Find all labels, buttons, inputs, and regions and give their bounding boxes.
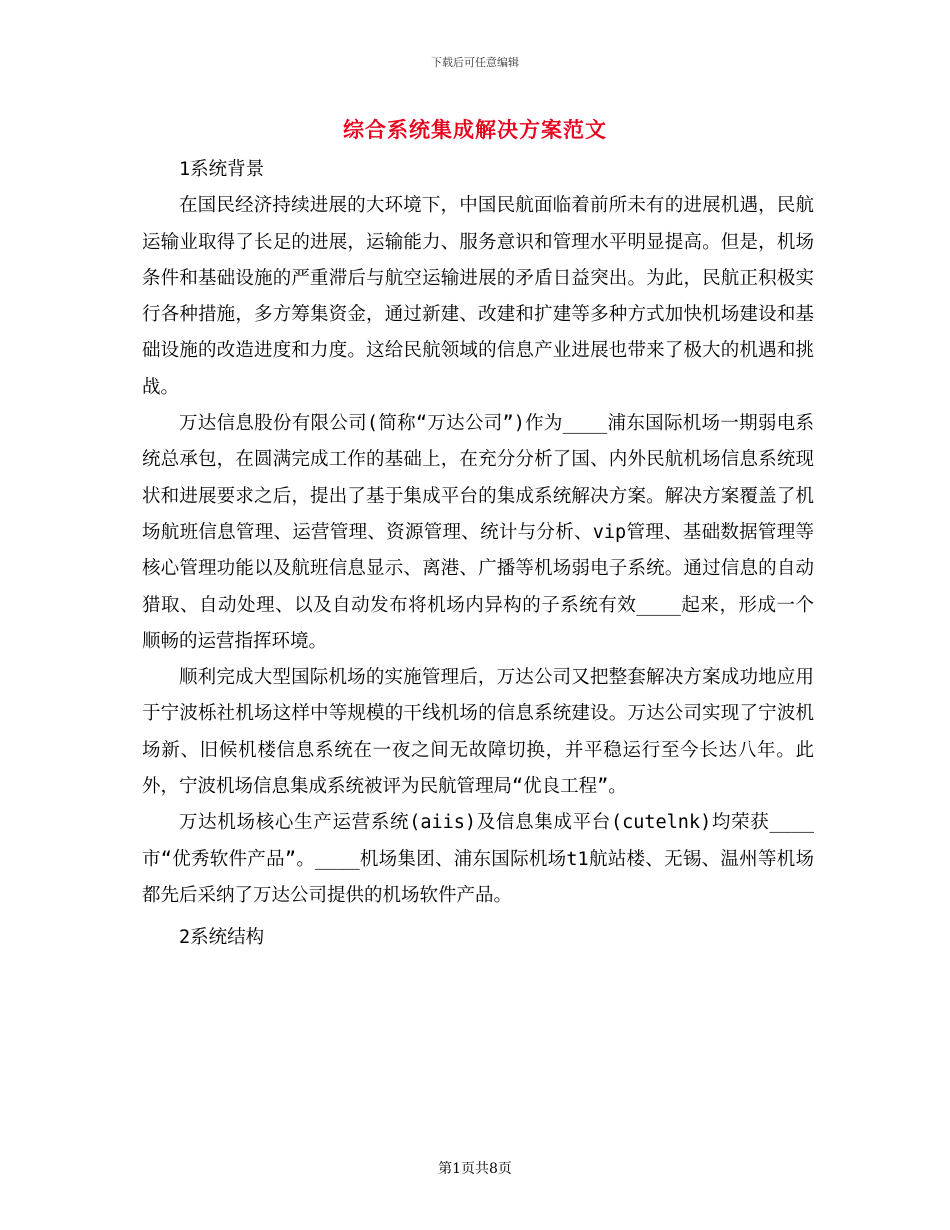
paragraph-3: 顺利完成大型国际机场的实施管理后，万达公司又把整套解决方案成功地应用于宁波栎社机场这样中等规模的干线机场的信息系统建设。万达公司实现了宁波机场新、旧候机楼信息系统在一夜之间无故障切换，并平稳运行至今长达八年。此外，宁波机场信息集成系统被评为民航管理局“优良工程”。 <box>142 667 814 798</box>
section-heading-2: 2系统结构 <box>179 927 265 949</box>
paragraph-4: 万达机场核心生产运营系统(aiis)及信息集成平台(cutelnk)均荣获____市“优秀软件产品”。____机场集团、浦东国际机场t1航站楼、无锡、温州等机场都先后采纳了万达公司提供的机场软件产品。 <box>142 812 814 906</box>
header-note: 下载后可任意编辑 <box>431 56 519 69</box>
paragraph-2: 万达信息股份有限公司(简称“万达公司”)作为____浦东国际机场一期弱电系统总承包，在圆满完成工作的基础上，在充分分析了国、内外民航机场信息系统现状和进展要求之后，提出了基于集成平台的集成系统解决方案。解决方案覆盖了机场航班信息管理、运营管理、资源管理、统计与分析、vip管理、基础数据管理等核心管理功能以及航班信息显示、离港、广播等机场弱电子系统。通过信息的自动猎取、自动处理、以及自动发布将机场内异构的子系统有效____起来，形成一个顺畅的运营指挥环境。 <box>142 413 814 652</box>
document-title: 综合系统集成解决方案范文 <box>343 117 607 142</box>
paragraph-1: 在国民经济持续进展的大环境下，中国民航面临着前所未有的进展机遇，民航运输业取得了长足的进展，运输能力、服务意识和管理水平明显提高。但是，机场条件和基础设施的严重滞后与航空运输进展的矛盾日益突出。为此，民航正积极实行各种措施，多方筹集资金，通过新建、改建和扩建等多种方式加快机场建设和基础设施的改造进度和力度。这给民航领域的信息产业进展也带来了极大的机遇和挑战。 <box>142 195 814 398</box>
section-heading-1: 1系统背景 <box>179 159 265 180</box>
page-number-footer: 第1页共8页 <box>438 1161 512 1177</box>
document-body <box>142 152 814 957</box>
